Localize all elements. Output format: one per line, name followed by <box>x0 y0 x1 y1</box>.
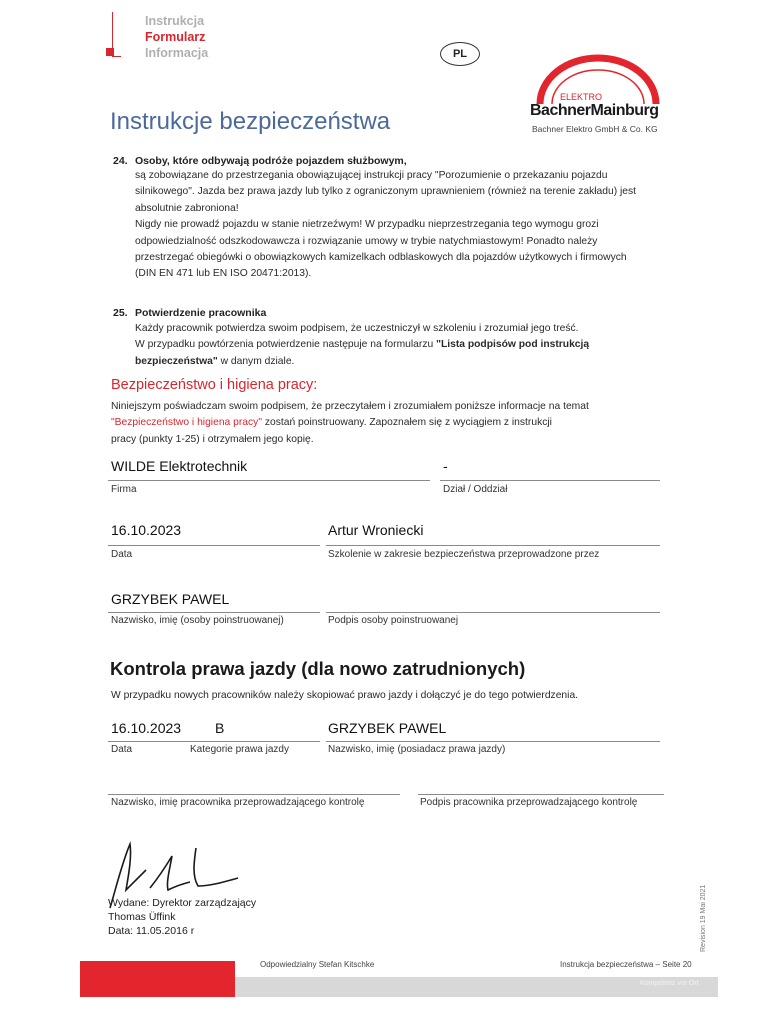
dzial-label: Dział / Oddział <box>443 484 508 495</box>
section-24-line: silnikowego". Jazda bez prawa jazdy lub tylko z ograniczonym uprawnieniem (również na terenie zakładu) jest <box>135 186 637 198</box>
logo-small-text: ELEKTRO <box>560 92 603 102</box>
license-date-value: 16.10.2023 <box>111 720 182 736</box>
license-category-label: Kategorie prawa jazdy <box>190 744 289 755</box>
license-category-value: B <box>215 720 225 736</box>
training-date-line <box>108 545 320 546</box>
trainee-name-value: GRZYBEK PAWEL <box>111 591 230 607</box>
trainer-label: Szkolenie w zakresie bezpieczeństwa przeprowadzone przez <box>328 549 600 560</box>
section-24-line: absolutnie zabroniona! <box>135 202 239 214</box>
section-24-body <box>135 168 695 283</box>
section-25-line: bezpieczeństwa" w danym dziale. <box>135 355 295 367</box>
checker-signature-line <box>418 794 664 795</box>
section-24-number: 24. <box>113 155 128 167</box>
dzial-value: - <box>443 458 448 474</box>
checker-signature-label: Podpis pracownika przeprowadzającego kontrolę <box>420 797 638 808</box>
trainee-signature-line <box>326 612 660 613</box>
license-holder-line <box>326 741 660 742</box>
section-24-heading: Osoby, które odbywają podróże pojazdem służbowym, <box>135 155 407 167</box>
tag-informacja: Informacja <box>145 46 209 60</box>
section-24-line: odpowiedzialność odszkodowawcza i rozwiązanie umowy w trybie natychmiastowym! Ponadto należy <box>135 235 598 247</box>
tag-instrukcja: Instrukcja <box>145 14 205 28</box>
issuer-date: Data: 11.05.2016 r <box>108 925 195 937</box>
footer-slogan: Kompetenz vor Ort <box>640 980 699 987</box>
license-intro: W przypadku nowych pracowników należy skopiować prawo jazdy i dołączyć je do tego potwierdzenia. <box>111 690 579 701</box>
revision-note: Revision 19 Mai 2021 <box>700 884 707 952</box>
issuer-name: Thomas Üffink <box>108 911 176 923</box>
checker-name-label: Nazwisko, imię pracownika przeprowadzającego kontrolę <box>111 797 365 808</box>
issuer-role: Wydane: Dyrektor zarządzający <box>108 897 257 909</box>
training-date-value: 16.10.2023 <box>111 522 182 538</box>
license-heading: Kontrola prawa jazdy (dla nowo zatrudnionych) <box>110 658 526 679</box>
firma-label: Firma <box>111 484 137 495</box>
bhp-line: Niniejszym poświadczam swoim podpisem, że przeczytałem i zrozumiałem poniższe informacje na temat <box>111 401 589 412</box>
license-date-label: Data <box>111 744 133 755</box>
trainee-name-label: Nazwisko, imię (osoby poinstruowanej) <box>111 615 284 626</box>
section-24-line: Nigdy nie prowadź pojazdu w stanie nietrzeźwym! W przypadku nieprzestrzegania tego wymogu grozi <box>135 219 599 231</box>
tag-formularz: Formularz <box>145 30 206 44</box>
bhp-line: pracy (punkty 1-25) i otrzymałem jego kopię. <box>111 433 314 445</box>
page-title: Instrukcje bezpieczeństwa <box>110 108 391 135</box>
section-25-line: Każdy pracownik potwierdza swoim podpisem, że uczestniczył w szkoleniu i zrozumiał jego treść. <box>135 323 579 334</box>
company-logo <box>530 52 700 142</box>
trainee-name-line <box>108 612 320 613</box>
firma-line <box>108 480 430 481</box>
trainer-line <box>326 545 660 546</box>
firma-value: WILDE Elektrotechnik <box>111 458 248 474</box>
logo-brand: BachnerMainburg <box>530 102 659 119</box>
section-25-number: 25. <box>113 307 128 319</box>
section-25-line: W przypadku powtórzenia potwierdzenie następuje na formularzu "Lista podpisów pod instrukcją <box>135 339 590 351</box>
language-badge: PL <box>440 42 480 66</box>
section-24-line: przestrzegać obiegówki o obowiązkowych kamizelkach odblaskowych dla pojazdów użytkowych i firmowych <box>135 252 627 264</box>
bhp-heading: Bezpieczeństwo i higiena pracy: <box>111 377 318 393</box>
tag-marker <box>106 48 114 56</box>
trainer-value: Artur Wroniecki <box>328 522 424 538</box>
license-date-line <box>108 741 320 742</box>
dzial-line <box>440 480 660 481</box>
section-25-body <box>135 321 695 370</box>
checker-name-line <box>108 794 400 795</box>
footer-responsible: Odpowiedzialny Stefan Kitschke <box>260 960 375 969</box>
bhp-body <box>111 399 691 448</box>
footer-page: Instrukcja bezpieczeństwa – Seite 20 <box>560 960 692 969</box>
logo-subtitle: Bachner Elektro GmbH & Co. KG <box>532 124 658 134</box>
license-holder-value: GRZYBEK PAWEL <box>328 720 447 736</box>
section-25-heading: Potwierdzenie pracownika <box>135 307 267 319</box>
bhp-line: "Bezpieczeństwo i higiena pracy" zostań poinstruowany. Zapoznałem się z wyciągiem z instrukcji <box>111 417 552 429</box>
footer-red-bar <box>80 961 235 997</box>
training-date-label: Data <box>111 549 133 560</box>
issuer-block <box>108 896 256 938</box>
section-24-line: (DIN EN 471 lub EN ISO 20471:2013). <box>135 268 312 280</box>
section-24-line: są zobowiązane do przestrzegania obowiązującej instrukcji pracy "Porozumienie o przekazaniu pojazdu <box>135 170 608 181</box>
trainee-signature-label: Podpis osoby poinstruowanej <box>328 615 459 626</box>
license-holder-label: Nazwisko, imię (posiadacz prawa jazdy) <box>328 744 506 755</box>
